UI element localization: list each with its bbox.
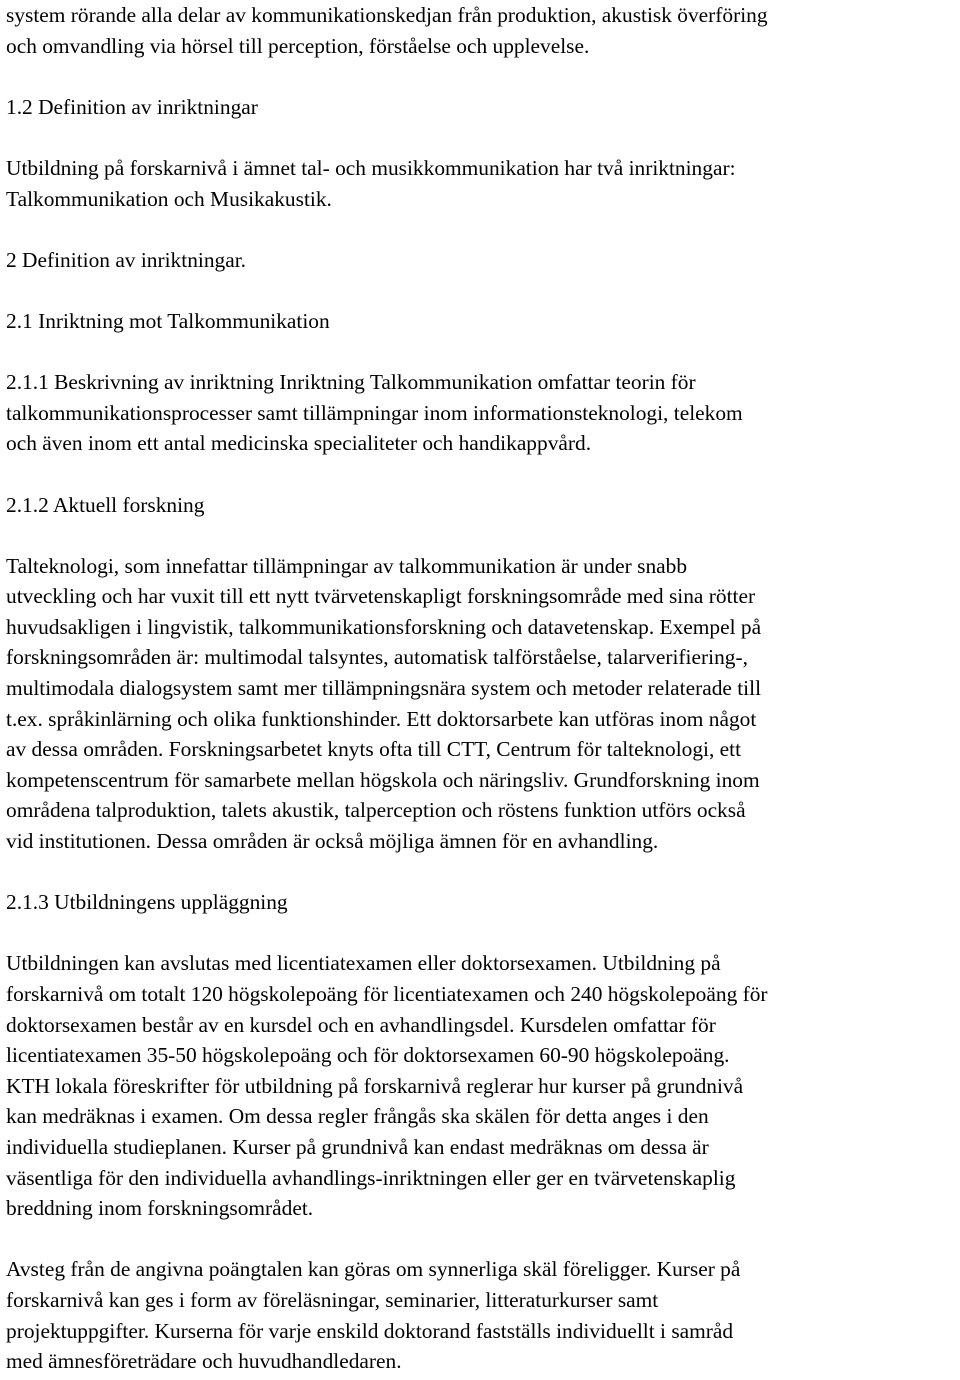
text-line: av dessa områden. Forskningsarbetet knyts ofta till CTT, Centrum för talteknologi, ett <box>6 737 742 762</box>
text-line: Utbildning på forskarnivå i ämnet tal- och musikkommunikation har två inriktningar: <box>6 155 736 180</box>
text-line: med ämnesföreträdare och huvudhandledaren. <box>6 1349 402 1374</box>
paragraph-spacer <box>6 857 956 888</box>
text-line: Utbildningen kan avslutas med licentiatexamen eller doktorsexamen. Utbildning på <box>6 951 721 976</box>
paragraph-spacer <box>6 337 956 368</box>
text-line: och även inom ett antal medicinska specialiteter och handikappvård. <box>6 431 592 456</box>
text-line: Avsteg från de angivna poängtalen kan göras om synnerliga skäl föreligger. Kurser på <box>6 1257 741 1282</box>
text-line: individuella studieplanen. Kurser på grundnivå kan endast medräknas om dessa är <box>6 1134 709 1159</box>
text-line: väsentliga för den individuella avhandlings-inriktningen eller ger en tvärvetenskaplig <box>6 1165 736 1190</box>
research-paragraph <box>6 551 956 857</box>
heading-line: 2 Definition av inriktningar. <box>6 247 247 272</box>
section-heading-1-2 <box>6 92 956 123</box>
text-line: Talkommunikation och Musikakustik. <box>6 186 332 211</box>
text-line: doktorsexamen består av en kursdel och en avhandlingsdel. Kursdelen omfattar för <box>6 1012 716 1037</box>
document-page <box>6 0 956 1377</box>
section-heading-2-1-3 <box>6 887 956 918</box>
section-heading-2-1-2 <box>6 490 956 521</box>
paragraph-spacer <box>6 918 956 949</box>
text-line: utveckling och har vuxit till ett nytt tvärvetenskapligt forskningsområde med sina rötter <box>6 584 756 609</box>
paragraph-spacer <box>6 122 956 153</box>
intro-paragraph <box>6 0 956 61</box>
paragraph-spacer <box>6 214 956 245</box>
text-line: huvudsakligen i lingvistik, talkommunikationsforskning och datavetenskap. Exempel på <box>6 614 762 639</box>
text-line: KTH lokala föreskrifter för utbildning på forskarnivå reglerar hur kurser på grundnivå <box>6 1073 744 1098</box>
text-line: kan medräknas i examen. Om dessa regler frångås ska skälen för detta anges i den <box>6 1104 709 1129</box>
heading-line: 1.2 Definition av inriktningar <box>6 94 258 119</box>
text-line: 2.1.1 Beskrivning av inriktning Inriktning Talkommunikation omfattar teorin för <box>6 370 696 395</box>
paragraph-spacer <box>6 459 956 490</box>
text-line: forskarnivå kan ges i form av föreläsningar, seminarier, litteraturkurser samt <box>6 1287 659 1312</box>
definition-paragraph <box>6 153 956 214</box>
heading-line: 2.1.2 Aktuell forskning <box>6 492 205 517</box>
text-line: t.ex. språkinlärning och olika funktionshinder. Ett doktorsarbete kan utföras inom något <box>6 706 757 731</box>
description-paragraph <box>6 367 956 459</box>
text-line: Talteknologi, som innefattar tillämpningar av talkommunikation är under snabb <box>6 553 688 578</box>
structure-paragraph <box>6 948 956 1223</box>
section-heading-2 <box>6 245 956 276</box>
paragraph-spacer <box>6 61 956 92</box>
text-line: licentiatexamen 35-50 högskolepoäng och för doktorsexamen 60-90 högskolepoäng. <box>6 1043 730 1068</box>
section-heading-2-1 <box>6 306 956 337</box>
paragraph-spacer <box>6 275 956 306</box>
text-line: system rörande alla delar av kommunikationskedjan från produktion, akustisk överföring <box>6 3 768 27</box>
exceptions-paragraph <box>6 1254 956 1376</box>
paragraph-spacer <box>6 520 956 551</box>
text-line: områdena talproduktion, talets akustik, talperception och röstens funktion utförs också <box>6 798 746 823</box>
paragraph-spacer <box>6 1224 956 1255</box>
text-line: kompetenscentrum för samarbete mellan högskola och näringsliv. Grundforskning inom <box>6 767 760 792</box>
heading-line: 2.1 Inriktning mot Talkommunikation <box>6 308 330 333</box>
heading-line: 2.1.3 Utbildningens uppläggning <box>6 890 288 915</box>
text-line: multimodala dialogsystem samt mer tillämpningsnära system och metoder relaterade till <box>6 676 762 701</box>
text-line: breddning inom forskningsområdet. <box>6 1196 314 1221</box>
text-line: projektuppgifter. Kurserna för varje enskild doktorand fastställs individuellt i samråd <box>6 1318 734 1343</box>
text-line: forskarnivå om totalt 120 högskolepoäng för licentiatexamen och 240 högskolepoäng för <box>6 982 768 1006</box>
text-line: och omvandling via hörsel till perception, förståelse och upplevelse. <box>6 33 590 58</box>
text-line: forskningsområden är: multimodal talsyntes, automatisk talförståelse, talarverifiering-, <box>6 645 748 670</box>
text-line: vid institutionen. Dessa områden är också möjliga ämnen för en avhandling. <box>6 829 659 854</box>
text-line: talkommunikationsprocesser samt tillämpningar inom informationsteknologi, telekom <box>6 400 743 425</box>
